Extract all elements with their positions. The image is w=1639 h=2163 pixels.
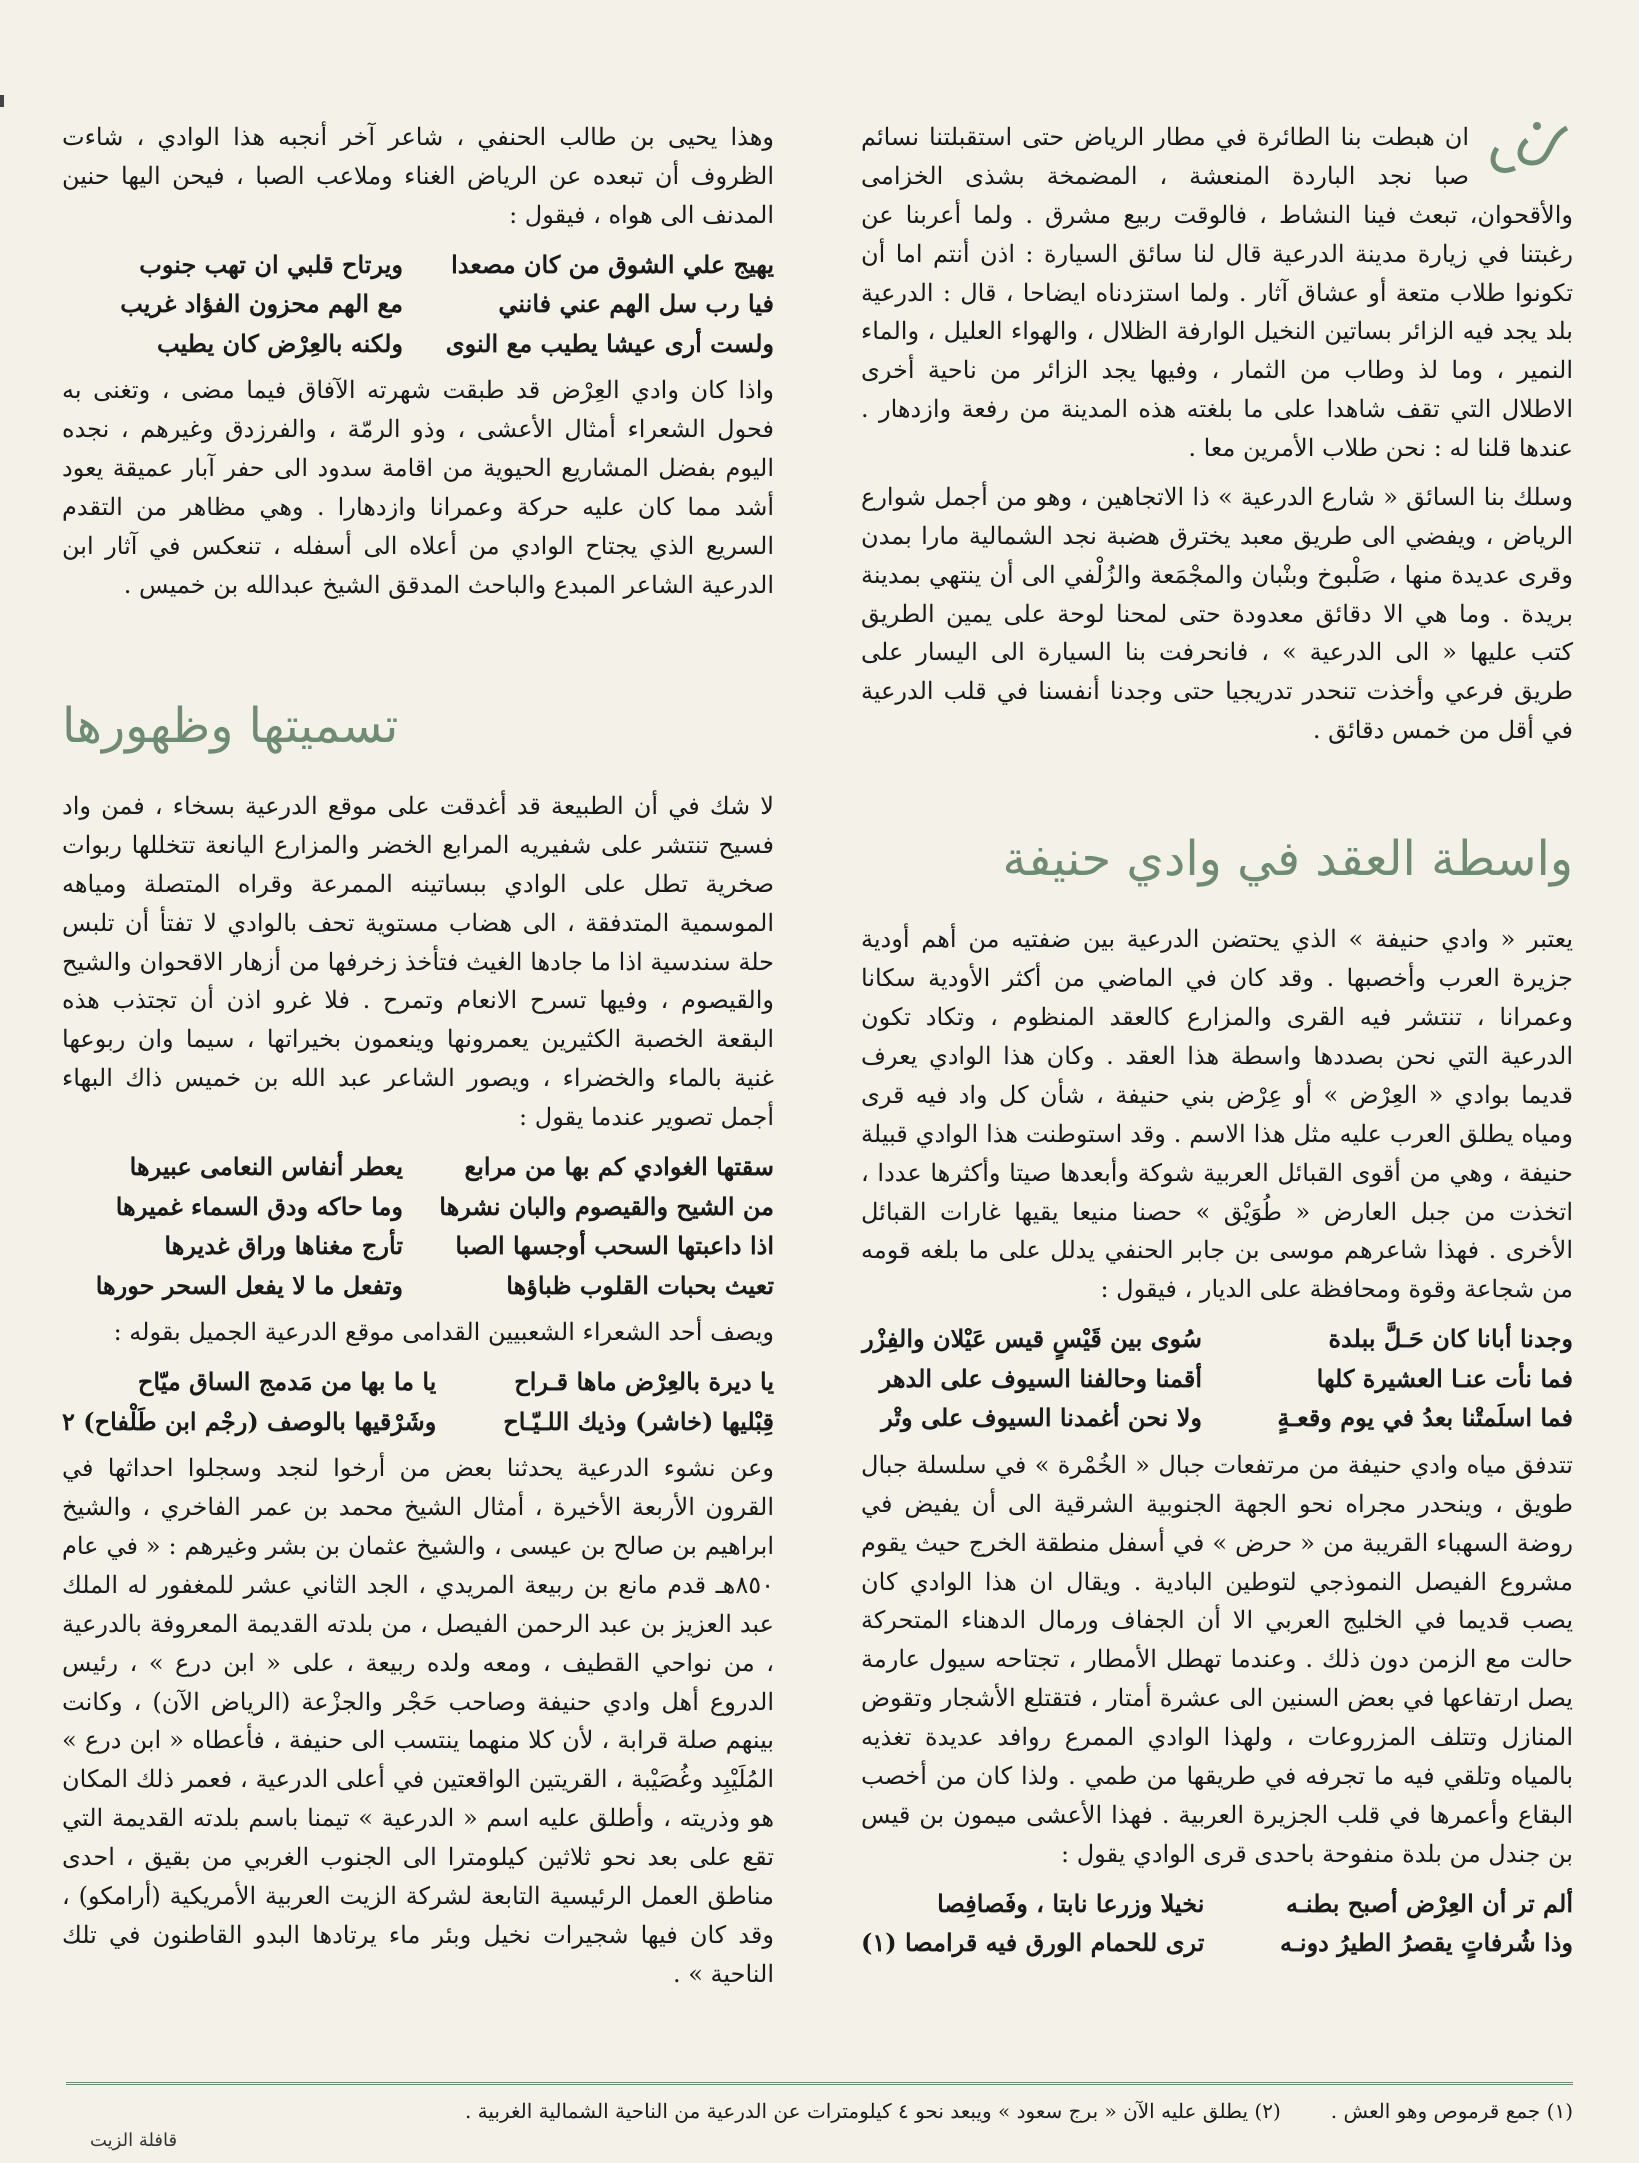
verse-hemistich: من الشيح والقيصوم والبان نشرها [439,1191,774,1221]
section-title-naming: تسميتها وظهورها [62,697,399,754]
left-paragraph-2: واذا كان وادي العِرْض قد طبقت شهرته الآفاق فيما مضى ، وتغنى به فحول الشعراء أمثال الأعشى ، وذو الرمّة ، والفرزدق وغيرهم ، نجده اليوم بفضل المشاريع الحيوية من اقامة سدود الى حفر آبار عميقة يعود أشد مما كان عليه حركة وعمرانا وازدهارا . وهي مظاهر من التقدم السريع الذي يجتاح الوادي من أعلاه الى أسفله ، تنعكس في آثار ابن الدرعية الشاعر المبدع والباحث المدقق الشيخ عبدالله بن خميس . [62,376,775,599]
footnotes [66,2082,1573,2123]
verse-hemistich: يهيج علي الشوق من كان مصعدا [451,249,774,279]
verse-hemistich: ولست أرى عيشا يطيب مع النوى [445,328,774,358]
verse-hemistich: مع الهم محزون الفؤاد غريب [120,289,403,319]
verse-hemistich: ولا نحن أغمدنا السيوف على وتْر [881,1403,1202,1433]
verse-hemistich: ولكنه بالعِرْض كان يطيب [156,328,403,358]
section1-paragraph-1: يعتبر « وادي حنيفة » الذي يحتضن الدرعية بين ضفتيه من أهم أودية جزيرة العرب وأخصبها . وقد كان في الماضي من أكثر الأودية سكانا وعمرانا ، تنتشر فيه القرى والمزارع كالعقد المنظوم ، وتكاد تكون الدرعية التي نحن بصددها واسطة هذا العقد . وكان هذا الوادي يعرف قديما بوادي « العِرْض » أو عِرْض بني حنيفة ، شأن كل واد فيه قرى ومياه يطلق العرب عليه مثل هذا الاسم . وقد استوطنت هذا الوادي قبيلة حنيفة ، وهي من أقوى القبائل العربية شوكة وأبعدها صيتا وأكثرها عددا ، اتخذت من جبل العارض « طُوَيْق » حصنا منيعا يقيها غارات القبائل الأخرى . فهذا شاعرهم موسى بن جابر الحنفي يدلل على ما بلغه قومه من شجاعة وقوة ومحافظة على الديار ، فيقول : [861,925,1573,1304]
section-title-wadi-hanifa: واسطة العقد في وادي حنيفة [1002,831,1573,887]
poem-musa-bin-jabir [861,1319,1573,1438]
poem-al-asha [861,1884,1573,1963]
left-paragraph-1: وهذا يحيى بن طالب الحنفي ، شاعر آخر أنجبه هذا الوادي ، شاءت الظروف أن تبعده عن الرياض الغناء وملاعب الصبا ، فيحن اليها حنين المدنف الى هواه ، فيقول : [62,123,774,229]
verse-hemistich: أقمنا وحالفنا السيوف على الدهر [879,1363,1202,1393]
poem-ibn-khamis [62,1147,774,1305]
footnote-2: (٢) يطلق عليه الآن « برج سعود » ويبعد نحو ٤ كيلومترات عن الدرعية من الناحية الشمالية الغربية . [464,2099,1281,2123]
poem-folk [62,1362,774,1441]
verse-hemistich: يعطر أنفاس النعامى عبيرها [129,1151,403,1181]
verse-hemistich: فما اسلَمتْنا بعدُ في يوم وقعـةٍ [1277,1403,1573,1433]
verse-hemistich: ألم تر أن العِرْض أصبح بطنـه [1285,1888,1573,1918]
verse-hemistich: تأرج مغناها وراق غديرها [164,1231,403,1261]
verse-hemistich: وتفعل ما لا يفعل السحر حورها [95,1270,403,1300]
section2-paragraph-1: لا شك في أن الطبيعة قد أغدقت على موقع الدرعية بسخاء ، فمن واد فسيح تنتشر على شفيريه المرابع الخضر والمزارع اليانعة تتخللها ربوات صخرية تطل على الوادي ببساتينه الممرعة وقراه المتصلة ومياهه الموسمية المتدفقة ، الى هضاب مستوية تحف بالوادي لا تفتأ أن تلبس حلة سندسية اذا ما جادها الغيث فتأخذ زخرفها من أزهار الاقحوان والشيح والقيصوم ، وفيها تسرح الانعام وتمرح . فلا غرو اذن أن تجتذب هذه البقعة الخصبة الكثيرين يعمرونها وينعمون بخيراتها ، سيما وان ربوعها غنية بالماء والخضراء ، ويصور الشاعر عبد الله بن خميس ذاك البهاء أجمل تصوير عندما يقول : [62,792,774,1132]
verse-hemistich: سقتها الغوادي كم بها من مرابع [464,1151,774,1181]
verse-hemistich: وذا شُرفاتٍ يقصرُ الطيرُ دونـه [1280,1928,1573,1958]
running-footer: قافلة الزيت [90,2130,178,2151]
section2-paragraph-2: ويصف أحد الشعراء الشعبيين القدامى موقع الدرعية الجميل بقوله : [113,1318,774,1347]
verse-hemistich: سُوى بين قَيْسٍ قيس عَيْلان والفِزْر [862,1324,1202,1354]
left-column [62,118,774,2004]
verse-hemistich: تعيث بحبات القلوب ظباؤها [506,1270,774,1300]
intro-paragraph-1: ان هبطت بنا الطائرة في مطار الرياض حتى استقبلتنا نسائم صبا نجد الباردة المنعشة ، المضمخة بشذى الخزامى والأقحوان، تبعث فينا النشاط ، فالوقت ربيع مشرق . ولما أعربنا عن رغبتنا في زيارة مدينة الدرعية قال لنا سائق السيارة : اذن أنتم اما أن تكونوا طلاب متعة أو عشاق آثار . ولما استزدناه ايضاحا ، قال : الدرعية بلد يجد فيه الزائر بساتين النخيل الوارفة الظلال ، والهواء العليل ، والماء النمير ، وما لذ وطاب من الثمار ، وفيها يجد الزائر من ناحية أخرى الاطلال التي تقف شاهدا على ما بلغته هذه المدينة من رفعة وازدهار . عندها قلنا له : نحن طلاب الأمرين معا . [861,123,1573,462]
poem-yahya-bin-talib [62,245,774,364]
verse-hemistich: فيا رب سل الهم عني فانني [498,289,774,319]
verse-hemistich: وما حاكه ودق السماء غميرها [115,1191,403,1221]
decorative-initial-icon [1477,118,1573,182]
verse-hemistich: اذا داعبتها السحب أوجسها الصبا [455,1231,774,1261]
footnote-1: (١) جمع قرموص وهو العش . [1330,2099,1573,2123]
verse-hemistich: قِبْليها (خاشر) وذيك اللـيّـاح [503,1406,774,1436]
verse-hemistich: وجدنا أبانا كان حَـلَّ ببلدة [1328,1324,1573,1354]
verse-hemistich: فما نأت عنـا العشيرة كلها [1316,1363,1573,1393]
section1-paragraph-2: تتدفق مياه وادي حنيفة من مرتفعات جبال « الخُمْرة » في سلسلة جبال طويق ، وينحدر مجراه نحو الجهة الجنوبية الشرقية الى أن يفيض في روضة السهباء القريبة من « حرض » في أسفل منطقة الخرج حيث يقوم مشروع الفيصل النموذجي لتوطين البادية . ويقال ان هذا الوادي كان يصب قديما في الخليج العربي الا أن الجفاف ورمال الدهناء المتحركة حالت مع الزمن دون ذلك . وعندما تهطل الأمطار ، تجتاحه سيول عارمة يصل ارتفاعها في بعض السنين الى عشرة أمتار ، فتقتلع الأشجار وتقوض المنازل وتتلف المزروعات ، ولهذا الوادي الممرع روافد عديدة تغذيه بالمياه وتلقي فيه ما تجرفه في طريقها من طمي . ولذا كان من أخصب البقاع وأعمرها في قلب الجزيرة العربية . فهذا الأعشى ميمون بن قيس بن جندل من بلدة منفوحة باحدى قرى الوادي يقول : [861,1450,1574,1868]
verse-hemistich: يا ما بها من مَدمج الساق ميّاح [137,1367,437,1397]
verse-hemistich: وشَرْقيها بالوصف (رجْم ابن طَلْفاح) ٢ [62,1406,437,1436]
verse-hemistich: ترى للحمام الورق فيه قرامصا (١) [861,1928,1205,1958]
verse-hemistich: نخيلا وزرعا نابتا ، وفَصافِصا [937,1888,1205,1918]
crop-mark [0,95,4,107]
right-column [861,118,1573,1971]
verse-hemistich: ويرتاح قلبي ان تهب جنوب [139,249,403,279]
intro-paragraph-2: وسلك بنا السائق « شارع الدرعية » ذا الاتجاهين ، وهو من أجمل شوارع الرياض ، ويفضي الى طريق معبد يخترق هضبة نجد الشمالية مارا بمدن وقرى عديدة منها ، صَلْبوخ وبنْبان والمجْمَعة والزُلْفي الى أن ينتهي بمدينة بريدة . وما هي الا دقائق معدودة حتى لمحنا لوحة على يمين الطريق كتب عليها « الى الدرعية » ، فانحرفت بنا السيارة الى اليسار على طريق فرعي وأخذت تنحدر تدريجيا حتى وجدنا أنفسنا في قلب الدرعية في أقل من خمس دقائق . [861,482,1573,745]
verse-hemistich: يا ديرة بالعِرْض ماها قـراح [514,1367,774,1397]
section2-paragraph-3: وعن نشوء الدرعية يحدثنا بعض من أرخوا لنجد وسجلوا احداثها في القرون الأربعة الأخيرة ، أمثال الشيخ محمد بن عمر الفاخري ، والشيخ ابراهيم بن صالح بن عيسى ، والشيخ عثمان بن بشر وغيرهم : « في عام ٨٥٠هـ قدم مانع بن ربيعة المريدي ، الجد الثاني عشر للمغفور له الملك عبد العزيز بن عبد الرحمن الفيصل ، من بلدته القديمة المعروفة بالدرعية ، من نواحي القطيف ، ومعه ولده ربيعة ، على « ابن درع » ، رئيس الدروع أهل وادي حنيفة وصاحب حَجْر والجزْعة (الرياض الآن) ، وكانت بينهم صلة قرابة ، لأن كلا منهما ينتسب الى حنيفة ، فأعطاه « ابن درع » المُلَيْبِد وغُصَيْبة ، القريتين الواقعتين في أعلى الدرعية ، فعمر ذلك المكان هو وذريته ، وأطلق عليه اسم « الدرعية » تيمنا باسم بلدته القديمة التي تقع على بعد نحو ثلاثين كيلومترا الى الجنوب الغربي من بقيق ، احدى مناطق العمل الرئيسية التابعة لشركة الزيت العربية الأمريكية (أرامكو) ، وقد كان فيها شجيرات نخيل وبئر ماء يرتادها البدو القاطنون في تلك الناحية » . [62,1454,775,1988]
